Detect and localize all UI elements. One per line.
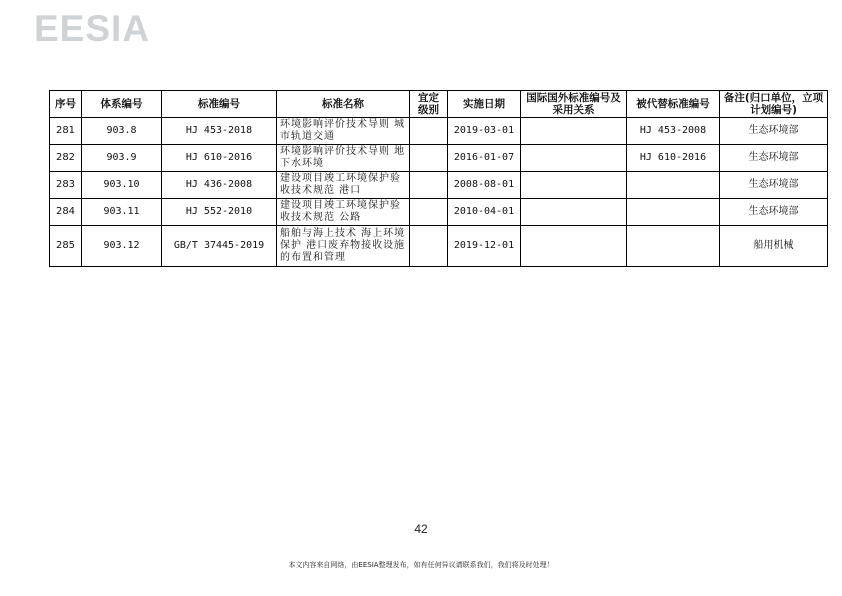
cell-standard-name: 建设项目竣工环境保护验收技术规范 公路 xyxy=(277,199,410,226)
cell-system-code: 903.10 xyxy=(82,172,162,199)
header-level: 宜定级别 xyxy=(410,91,448,118)
cell-level xyxy=(410,199,448,226)
cell-level xyxy=(410,226,448,267)
cell-remarks: 生态环境部 xyxy=(720,145,828,172)
cell-level xyxy=(410,145,448,172)
cell-replaced-standard: HJ 453-2008 xyxy=(627,118,720,145)
cell-seq: 283 xyxy=(50,172,82,199)
cell-standard-code: HJ 436-2008 xyxy=(162,172,277,199)
cell-standard-name: 建设项目竣工环境保护验收技术规范 港口 xyxy=(277,172,410,199)
cell-seq: 284 xyxy=(50,199,82,226)
cell-replaced-standard xyxy=(627,226,720,267)
page-number: 42 xyxy=(414,522,428,536)
cell-intl-standard xyxy=(521,145,627,172)
table-row xyxy=(50,118,828,145)
cell-effective-date: 2008-08-01 xyxy=(448,172,521,199)
cell-system-code: 903.12 xyxy=(82,226,162,267)
cell-standard-code: HJ 610-2016 xyxy=(162,145,277,172)
table-header-row xyxy=(50,91,828,118)
cell-remarks: 船用机械 xyxy=(720,226,828,267)
cell-standard-name: 环境影响评价技术导则 城市轨道交通 xyxy=(277,118,410,145)
cell-intl-standard xyxy=(521,172,627,199)
cell-intl-standard xyxy=(521,199,627,226)
header-standard-code: 标准编号 xyxy=(162,91,277,118)
standards-table xyxy=(49,90,828,267)
cell-intl-standard xyxy=(521,118,627,145)
header-remarks: 备注(归口单位，立项计划编号) xyxy=(720,91,828,118)
cell-level xyxy=(410,118,448,145)
cell-replaced-standard: HJ 610-2016 xyxy=(627,145,720,172)
cell-effective-date: 2019-03-01 xyxy=(448,118,521,145)
cell-seq: 281 xyxy=(50,118,82,145)
cell-standard-name: 船舶与海上技术 海上环境保护 港口废弃物接收设施的布置和管理 xyxy=(277,226,410,267)
cell-remarks: 生态环境部 xyxy=(720,199,828,226)
cell-system-code: 903.8 xyxy=(82,118,162,145)
cell-level xyxy=(410,172,448,199)
footer-note: 本文内容来自网络，由EESIA整理发布，如有任何异议请联系我们，我们将及时处理！ xyxy=(288,561,554,569)
cell-seq: 282 xyxy=(50,145,82,172)
cell-standard-code: GB/T 37445-2019 xyxy=(162,226,277,267)
header-replaced-standard: 被代替标准编号 xyxy=(627,91,720,118)
cell-remarks: 生态环境部 xyxy=(720,172,828,199)
cell-replaced-standard xyxy=(627,199,720,226)
table-row xyxy=(50,199,828,226)
cell-remarks: 生态环境部 xyxy=(720,118,828,145)
eesia-logo: EESIA xyxy=(34,8,151,49)
cell-seq: 285 xyxy=(50,226,82,267)
header-intl-standard: 国际国外标准编号及采用关系 xyxy=(521,91,627,118)
header-system-code: 体系编号 xyxy=(82,91,162,118)
header-seq: 序号 xyxy=(50,91,82,118)
cell-system-code: 903.9 xyxy=(82,145,162,172)
cell-effective-date: 2016-01-07 xyxy=(448,145,521,172)
cell-standard-code: HJ 552-2010 xyxy=(162,199,277,226)
header-effective-date: 实施日期 xyxy=(448,91,521,118)
table-row xyxy=(50,226,828,267)
cell-system-code: 903.11 xyxy=(82,199,162,226)
cell-effective-date: 2019-12-01 xyxy=(448,226,521,267)
cell-standard-name: 环境影响评价技术导则 地下水环境 xyxy=(277,145,410,172)
table-row xyxy=(50,172,828,199)
cell-replaced-standard xyxy=(627,172,720,199)
cell-effective-date: 2010-04-01 xyxy=(448,199,521,226)
table-row xyxy=(50,145,828,172)
cell-standard-code: HJ 453-2018 xyxy=(162,118,277,145)
header-standard-name: 标准名称 xyxy=(277,91,410,118)
cell-intl-standard xyxy=(521,226,627,267)
